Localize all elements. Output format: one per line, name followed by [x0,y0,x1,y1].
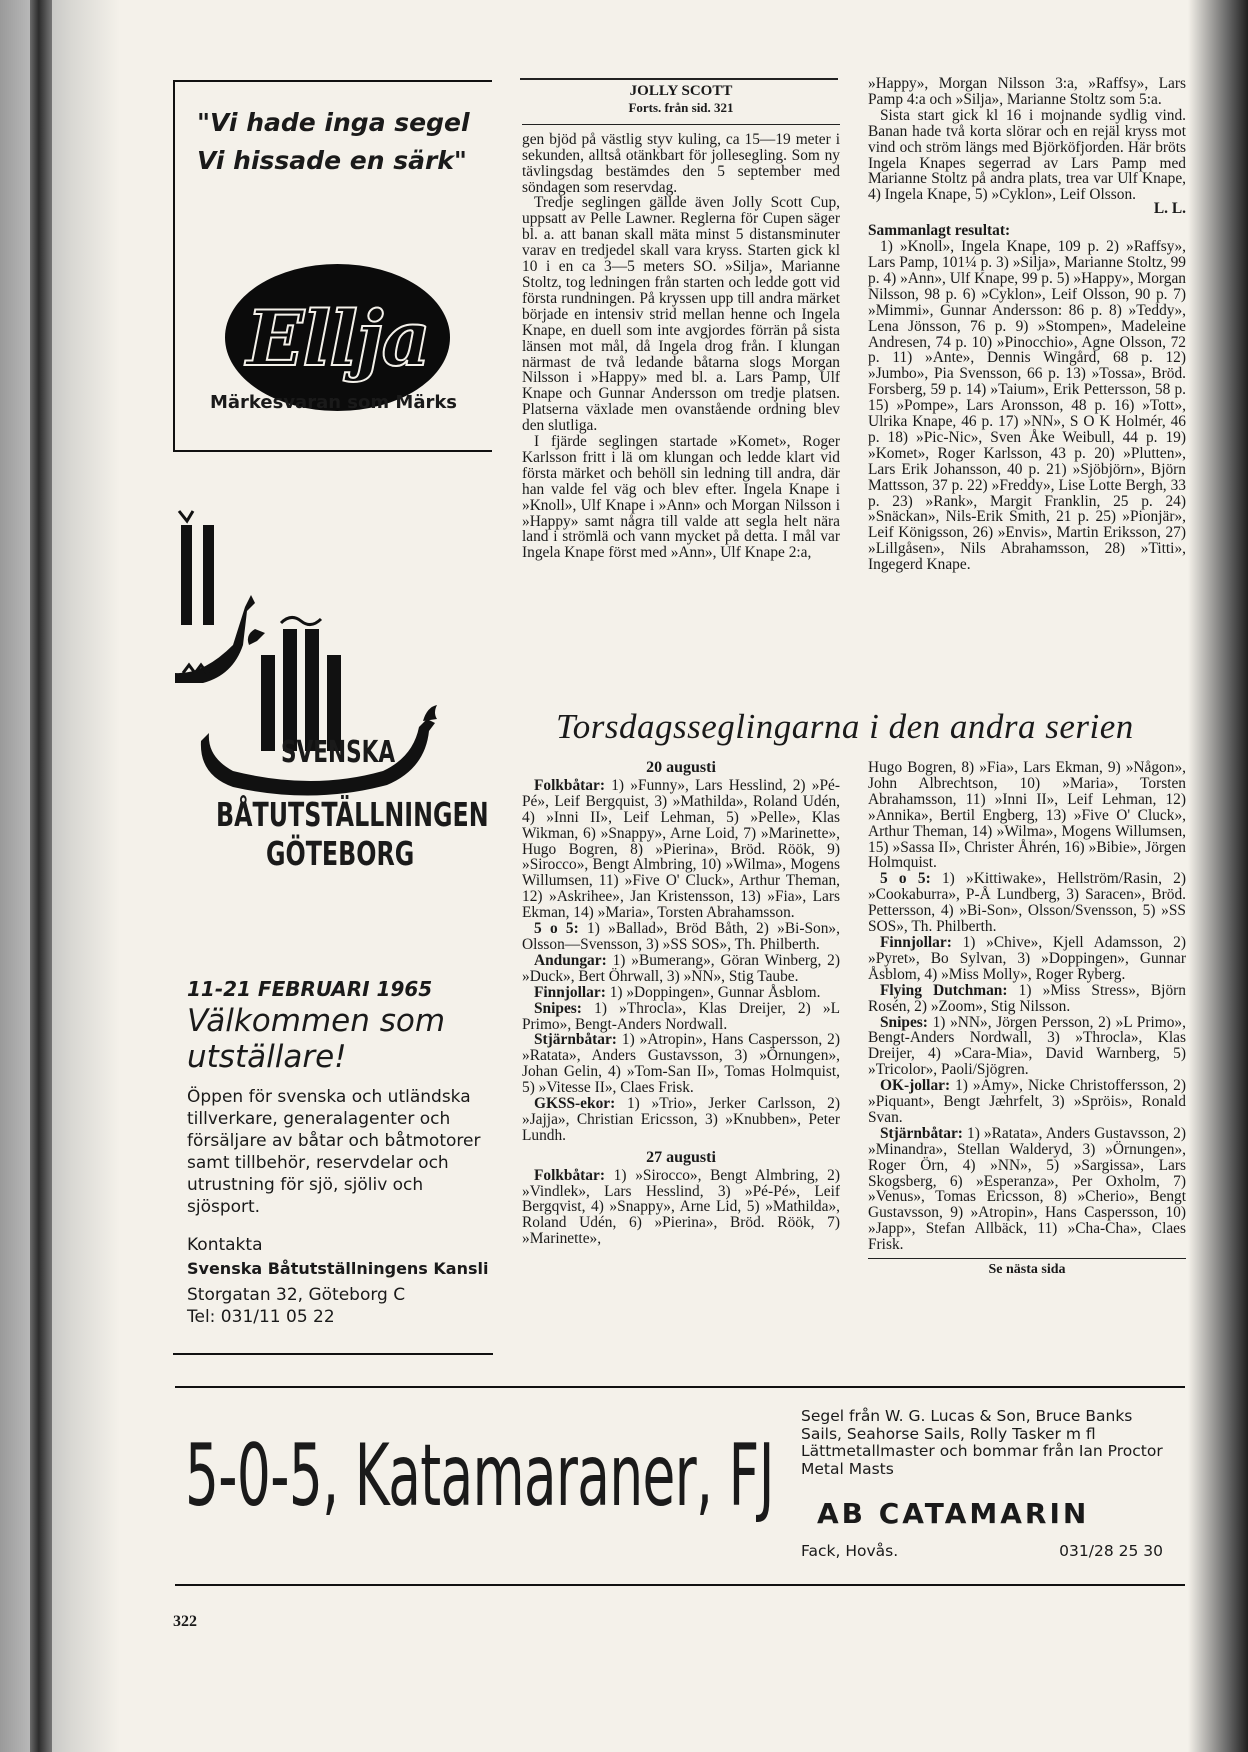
ellja-quote-line2: Vi hissade en särk" [197,146,467,175]
505-label: 5 o 5: [534,920,579,938]
snipes-right-label: Snipes: [880,1013,928,1031]
ellja-quote-line1: "Vi hade inga segel [197,108,470,137]
folkbatar2-results: 1) »Sirocco», Bengt Almbring, 2) »Vindlek», Lars Hesslind, 3) »Pé-Pé», Leif Bergqvist, 4) »Snappy», Arne Lid, 5) »Mathilda», Roland Udén, 6) »Pierina», Bröd. Röök, 7) »Marinette», [522,1166,840,1248]
finnjollar-right-label: Finnjollar: [880,933,952,951]
catamarin-info: Segel från W. G. Lucas & Son, Bruce Banks Sails, Seahorse Sails, Rolly Tasker m fl Lättmetallmaster och bommar från Ian Proctor Metal Masts [801,1407,1163,1478]
boat-show-address: Storgatan 32, Göteborg C [187,1285,406,1305]
boat-show-welcome: Välkommen som utställare! [187,1003,446,1075]
jolly-scott-paragraph-1: gen bjöd på västlig styv kuling, ca 15—19 meter i sekunden, alltså otänkbart för jollesegling. Som ny tävlingsdag bestämdes den 5 september med söndagen som reservdag. [522,130,840,196]
stjarnbatar-results: 1) »Atropin», Hans Caspersson, 2) »Ratata», Anders Gustavsson, 3) »Örnungen», Johan Gelin, 4) »Tom-San II», Tomas Holmquist, 5) »Vitesse II», Claes Frisk. [522,1031,840,1097]
gkss-results: 1) »Trio», Jerker Carlsson, 2) »Jajja», Christian Ericsson, 3) »Knubben», Peter Lundh. [522,1095,840,1144]
jolly-scott-title: JOLLY SCOTT [629,83,733,99]
gkss-label: GKSS-ekor: [534,1095,616,1113]
ok-jollar-label: OK-jollar: [880,1077,951,1095]
finnjollar-results: 1) »Doppingen», Gunnar Åsblom. [609,983,821,1001]
folkbatar2-label: Folkbåtar: [534,1166,605,1184]
andungar-label: Andungar: [534,951,607,969]
torsdag-left-column [522,760,840,1247]
jolly-scott-right-column [868,76,1186,573]
results-heading: Sammanlagt resultat: [868,222,1011,240]
finnjollar-label: Finnjollar: [534,983,606,1001]
catamarin-address: Fack, Hovås. [801,1542,899,1560]
jolly-scott-continued: Forts. från sid. 321 [628,99,734,115]
catamarin-company: AB CATAMARIN [817,1497,1090,1530]
torsdag-date-1: 20 augusti [646,759,716,776]
catamarin-advertisement [175,1386,1185,1586]
stjarnbatar-right-label: Stjärnbåtar: [880,1124,963,1142]
ellja-quote [175,82,492,180]
boat-show-contact-name: Svenska Båtutställningens Kansli [187,1259,489,1278]
boat-show-advertisement [173,495,493,1355]
jolly-scott-head-rule [522,124,840,125]
505-results: 1) »Ballad», Bröd Båth, 2) »Bi-Son», Olsson—Svensson, 3) »SS SOS», Th. Philberth. [522,920,840,953]
jolly-scott-top-rule [520,78,838,80]
jolly-scott-right-paragraph-1: »Happy», Morgan Nilsson 3:a, »Raffsy», Lars Pamp 4:a och »Silja», Marianne Stoltz som 5:a. [868,75,1186,108]
boat-show-body: Öppen för svenska och utländska tillverkare, generalagenter och försäljare av båtar och båtmotorer samt tillbehör, reservdelar och utrustning för sjö, sjöliv och sjösport. [187,1087,481,1217]
catamarin-headline: 5-0-5, Katamaraner, FJ [185,1426,774,1526]
results-list: 1) »Knoll», Ingela Knape, 109 p. 2) »Raffsy», Lars Pamp, 101¼ p. 3) »Silja», Marianne Stoltz, 99 p. 4) »Ann», Ulf Knape, 99 p. 5) »Happy», Morgan Nilsson, 98 p. 6) »Cyklon», Leif Olsson, 90 p. 7) »Mimmi», Gunnar Andersson: 86 p. 8) »Teddy», Lena Jönsson, 76 p. 9) »Stompen», Madeleine Andresen, 74 p. 10) »Pinocchio», Agne Olsson, 72 p. 11) »Ante», Dennis Wingård, 68 p. 12) »Jumbo», Pia Svensson, 66 p. 13) »Tossa», Bröd. Forsberg, 59 p. 14) »Taium», Erik Pettersson, 58 p. 15) »Pompe», Lars Aronsson, 48 p. 16) »Tott», Ulrika Knape, 46 p. 17) »NN», S O K Holmér, 46 p. 18) »Pic-Nic», Sven Åke Weibull, 44 p. 19) »Komet», Roger Karlsson, 43 p. 20) »Plutten», Lars Erik Johansson, 40 p. 21) »Sjöbjörn», Björn Mattsson, 37 p. 22) »Freddy», Lise Lotte Bergh, 33 p. 23) »Rank», Margit Franklin, 25 p. 24) »Snäckan», Nils-Erik Smith, 21 p. 25) »Pionjär», Leif Königsson, 26) »Envis», Martin Eriksson, 27) »Lillgåsen», Nils Abrahamsson, 28) »Titti», Ingegerd Knape. [868,238,1186,574]
flying-dutchman-label: Flying Dutchman: [880,981,1008,999]
stjarnbatar-label: Stjärnbåtar: [534,1031,617,1049]
binding-shadow [0,0,120,1752]
catamarin-phone: 031/28 25 30 [1059,1542,1163,1560]
ellja-logo-oval [225,264,450,411]
snipes-results: 1) »Throcla», Klas Dreijer, 2) »L Primo», Bengt-Anders Nordwall. [522,999,840,1033]
505-right-label: 5 o 5: [880,870,931,888]
jolly-scott-paragraph-3: I fjärde seglingen startade »Komet», Roger Karlsson fritt i lä om klungan och ledde klart vid första märket och behöll sin ledning till andra, där han valde fel väg och blev efter. Ingela Knape i »Knoll», Ulf Knape i »Ann» och Morgan Nilsson i »Happy» samt några till valde att segla helt nära land i strömlä och vann mycket på detta. I mål var Ingela Knape först med »Ann», Ulf Knape 2:a, [522,433,840,562]
boat-show-batutstallningen: BÅTUTSTÄLLNINGEN [216,795,489,834]
boat-show-phone: Tel: 031/11 05 22 [187,1307,335,1327]
torsdag-right-column [868,760,1186,1278]
next-page-rule [868,1258,1186,1259]
stjarnbatar-right-results: 1) »Ratata», Anders Gustavsson, 2) »Minandra», Stellan Walderyd, 3) »Örnungen», Roger Örn, 4) »NN», 5) »Sargissa», Lars Skogsberg, 6) »Esperanza», Per Oxholm, 7) »Venus», Tomas Ericsson, 8) »Cherio», Bengt Gustavsson, 9) »Atropin», Hans Caspersson, 10) »Japp», Stefan Allbäck, 11) »Cha-Cha», Claes Frisk. [868,1124,1186,1254]
jolly-scott-right-paragraph-2: Sista start gick kl 16 i mojnande sydlig vind. Banan hade två korta slörar och en rejäl kryss mot vind och ström längs med Björköfjorden. Här bröts Ingela Knapes segerrad av Lars Pamp med Marianne Stoltz på andra plats, trea var Ulf Knape, 4) Ingela Knape, 5) »Cyklon», Leif Olsson. [868,106,1186,204]
torsdag-date-2: 27 augusti [646,1148,716,1166]
andungar-results: 1) »Bumerang», Göran Winberg, 2) »Duck», Bert Öhrwall, 3) »NN», Stig Taube. [522,951,840,985]
ok-jollar-results: 1) »Amy», Nicke Christoffersson, 2) »Piquant», Bengt Jæhrfelt, 3) »Spröis», Ronald Svan. [868,1077,1186,1126]
boat-show-bottom-rule [173,1353,493,1355]
boat-show-contact-label: Kontakta [187,1235,263,1255]
jolly-scott-column [522,84,840,561]
page-number: 322 [173,1613,197,1630]
ellja-tagline: Märkesvaran som Märks [209,392,458,413]
boat-show-goteborg: GÖTEBORG [266,834,415,873]
boat-show-svenska: SVENSKA [281,735,396,770]
boat-show-dates: 11-21 FEBRUARI 1965 [187,977,433,1001]
snipes-right-results: 1) »NN», Jörgen Persson, 2) »L Primo», Bengt-Anders Nordwall, 3) »Throcla», Klas Dreijer, 4) »Cara-Mia», David Warnberg, 5) »Tricolor», Paoli/Sjögren. [868,1013,1186,1079]
finnjollar-right-results: 1) »Chive», Kjell Adamsson, 2) »Pyret», Bo Sylvan, 3) »Doppingen», Gunnar Åsblom, 4) »Miss Molly», Roger Ryberg. [868,933,1186,983]
snipes-label: Snipes: [534,999,582,1017]
folkbatar-results: 1) »Funny», Lars Hesslind, 2) »Pé-Pé», Leif Bergquist, 3) »Mathilda», Roland Udén, 4) »Inni II», Leif Lehman, 5) »Pelle», Klas Wikman, 6) »Snappy», Arne Loid, 7) »Marinette», Hugo Bogren, 8) »Pierina», Bröd. Röök, 9) »Sirocco», Bengt Almbring, 10) »Wilma», Mogens Willumsen, 11) »Five O' Cluck», Arthur Theman, 12) »Askrihee», Jan Kristensson, 13) »Fia», Lars Ekman, 14) »Maria», Torsten Abrahamsson. [522,776,840,922]
page-edge-shadow [1188,0,1248,1752]
flying-dutchman-results: 1) »Miss Stress», Björn Rosén, 2) »Zoom», Stig Nilsson. [868,981,1186,1015]
torsdag-title: Torsdagsseglingarna i den andra serien [556,707,1134,746]
ellja-advertisement [173,80,492,452]
jolly-scott-signature: L. L. [1153,200,1186,218]
see-next-page: Se nästa sida [988,1262,1066,1278]
ellja-logo: Ellja [246,294,429,383]
jolly-scott-paragraph-2: Tredje seglingen gällde även Jolly Scott Cup, uppsatt av Pelle Lawner. Reglerna för Cupen säger bl. a. att banan skall mäta minst 5 distansminuter varav en tredjedel skall vara kryss. Starten gick kl 10 i en ca 3—5 meters SO. »Silja», Marianne Stoltz, tog ledningen från starten och ledde gott vid första rundningen. På kryssen upp till andra märket började en intensiv strid mellan henne och Ingela Knape, en duell som inte avgjordes förrän på sista länsen mot mål, då Ingela drog från. I klungan närmast de två ledande båtarna slogs Morgan Nilsson i »Happy» med bl. a. Lars Pamp, Ulf Knape och Gunnar Andersson om tredje platsen. Platserna växlade men ovanstående ordning blev den slutliga. [522,194,840,435]
torsdag-right-continued: Hugo Bogren, 8) »Fia», Lars Ekman, 9) »Någon», John Albrechtson, 10) »Maria», Torsten Abrahamsson, 11) »Inni II», Leif Lehman, 12) »Annika», Bertil Engberg, 13) »Five O' Cluck», Arthur Theman, 14) »Wilma», Mogens Willumsen, 15) »Sassa II», Christer Åhrén, 16) »Bibie», Jörgen Holmquist. [868,759,1186,872]
folkbatar-label: Folkbåtar: [534,776,605,794]
binding-edge [30,0,52,1752]
505-right-results: 1) »Kittiwake», Hellström/Rasin, 2) »Cookaburra», P-Å Lundberg, 3) Saracen», Bröd. Pettersson, 4) »Bi-Son», Olsson/Svensson, 5) »SS SOS», Th. Philberth. [868,870,1186,936]
